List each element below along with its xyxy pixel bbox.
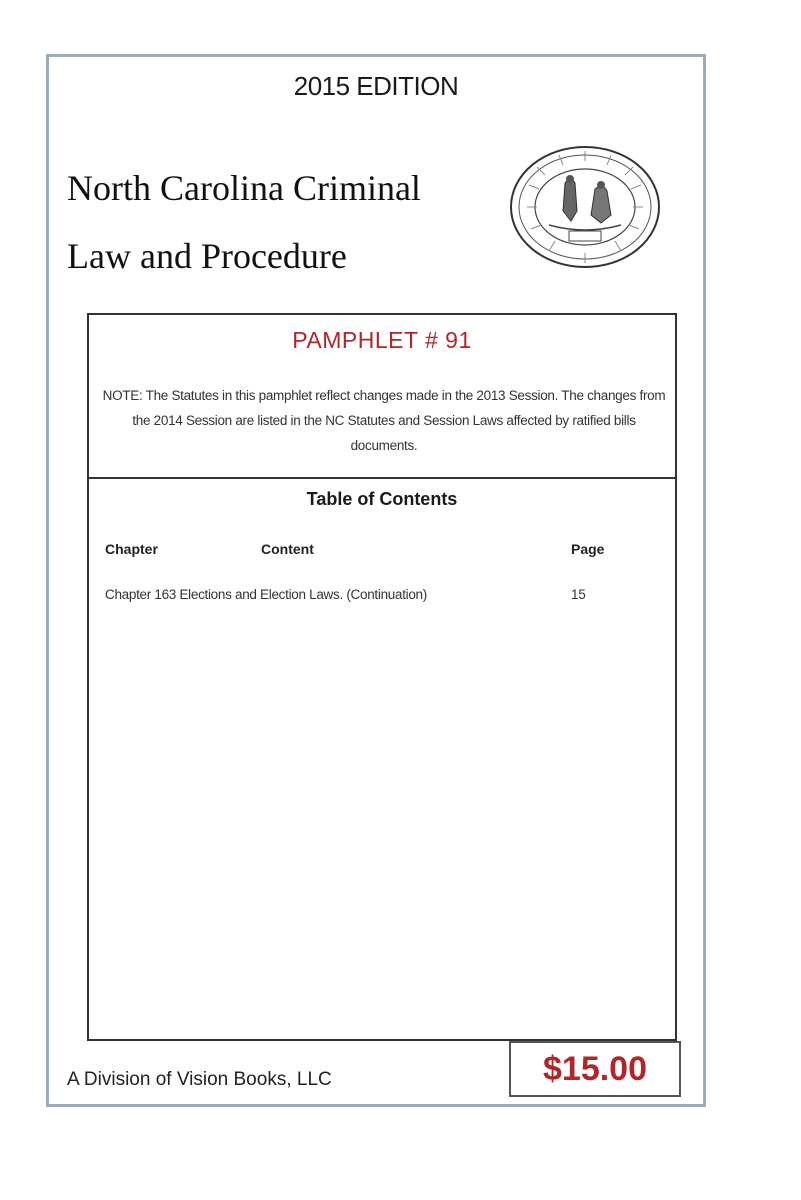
toc-title: Table of Contents [306,489,458,509]
state-seal-icon [509,145,661,269]
price-box: $15.00 [509,1041,681,1097]
pamphlet-section [89,315,675,479]
title-line-2: Law and Procedure [67,236,347,276]
edition-label: 2015 EDITION [293,71,459,101]
contents-panel [87,313,677,1041]
toc-header-chapter: Chapter [105,541,158,557]
title-line-1: North Carolina Criminal [67,168,421,208]
book-cover [46,54,706,1107]
toc-row-page: 15 [571,587,586,602]
toc-row-entry: Chapter 163 Elections and Election Laws. (Continuation) [105,587,427,602]
pamphlet-number: PAMPHLET # 91 [292,327,472,353]
toc-header-content: Content [261,541,314,557]
toc-header-page: Page [571,541,605,557]
publisher-label: A Division of Vision Books, LLC [67,1069,332,1090]
statutes-note: NOTE: The Statutes in this pamphlet reflect changes made in the 2013 Session. The changes from the 2014 Session are listed in the NC Statutes and Session Laws affected by ratified bills documents. [102,388,666,453]
